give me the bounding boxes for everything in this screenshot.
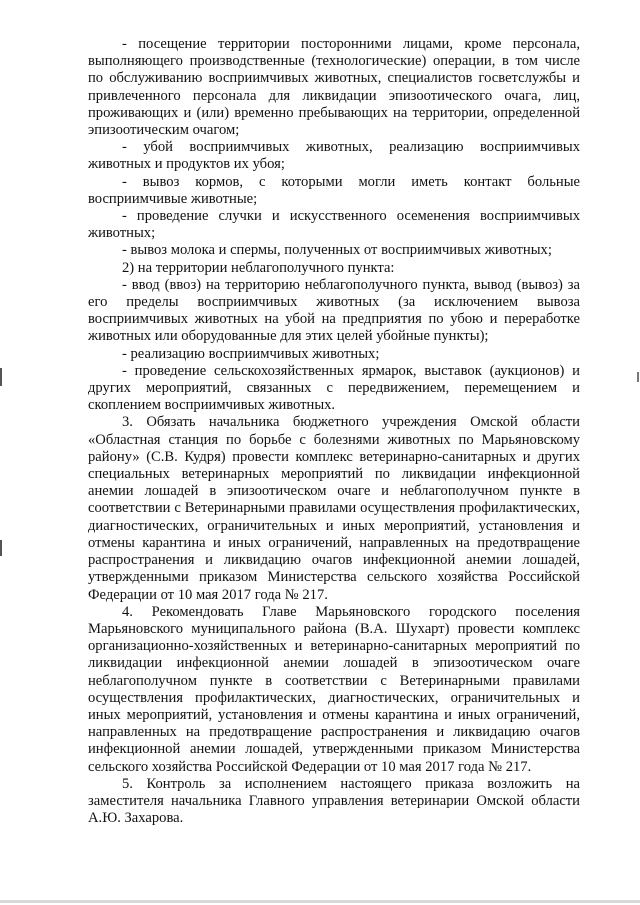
paragraph-section-2: 2) на территории неблагополучного пункта:	[122, 259, 395, 276]
scan-edge-mark-bottom	[0, 900, 640, 903]
paragraph-restriction-milk: - вывоз молока и спермы, полученных от восприимчивых животных;	[122, 242, 552, 259]
scan-edge-mark-left	[0, 540, 2, 556]
paragraph-item-5: 5. Контроль за исполнением настоящего приказа возложить на заместителя начальника Главного управления ветеринарии Омской области А.Ю. Захарова.	[88, 775, 580, 827]
paragraph-restriction-breeding: - проведение случки и искусственного осеменения восприимчивых животных;	[88, 208, 580, 242]
paragraph-restriction-feed: - вывоз кормов, с которыми могли иметь контакт больные восприимчивые животные;	[88, 173, 580, 207]
paragraph-restriction-entry: - ввод (ввоз) на территорию неблагополучного пункта, вывод (вывоз) за его пределы восприимчивых животных (за исключением вывоза восприимчивых животных на убой на предприятия по убою и переработке животных или оборудованные для этих целей убойные пункты);	[88, 276, 580, 345]
paragraph-restriction-sale: - реализацию восприимчивых животных;	[122, 345, 380, 362]
paragraph-restriction-slaughter: - убой восприимчивых животных, реализацию восприимчивых животных и продуктов их убоя;	[88, 139, 580, 173]
scan-edge-mark-right	[637, 372, 639, 382]
paragraph-item-4: 4. Рекомендовать Главе Марьяновского городского поселения Марьяновского муниципального района (В.А. Шухарт) провести комплекс организационно-хозяйственных и ветеринарно-санитарных мероприятий по ликвидации инфекционной анемии лошадей в эпизоотическом очаге неблагополучном пункте в соответствии с Ветеринарными правилами осуществления профилактических, диагностических, ограничительных и иных мероприятий, установления и отмены карантина и иных ограничений, направленных на предотвращение распространения и ликвидацию очагов инфекционной анемии лошадей, утвержденными приказом Министерства сельского хозяйства Российской Федерации от 10 мая 2017 года № 217.	[88, 603, 580, 775]
document-body	[88, 36, 580, 827]
paragraph-restriction-fairs: - проведение сельскохозяйственных ярмарок, выставок (аукционов) и других мероприятий, связанных с передвижением, перемещением и скоплением восприимчивых животных.	[88, 362, 580, 414]
paragraph-restriction-visit: - посещение территории посторонними лицами, кроме персонала, выполняющего производственные (технологические) операции, в том числе по обслуживанию восприимчивых животных, специалистов госветслужбы и привлеченного персонала для ликвидации эпизоотического очага, лиц, проживающих и (или) временно пребывающих на территории, определенной эпизоотическим очагом;	[88, 36, 580, 139]
scan-edge-mark-left	[0, 368, 2, 386]
paragraph-item-3: 3. Обязать начальника бюджетного учреждения Омской области «Областная станция по борьбе с болезнями животных по Марьяновскому району» (С.В. Кудря) провести комплекс ветеринарно-санитарных и других специальных ветеринарных мероприятий по ликвидации инфекционной анемии лошадей в эпизоотическом очаге и неблагополучном пункте в соответствии с Ветеринарными правилами осуществления профилактических, диагностических, ограничительных и иных мероприятий, установления и отмены карантина и иных ограничений, направленных на предотвращение распространения и ликвидацию очагов инфекционной анемии лошадей, утвержденными приказом Министерства сельского хозяйства Российской Федерации от 10 мая 2017 года № 217.	[88, 414, 580, 603]
